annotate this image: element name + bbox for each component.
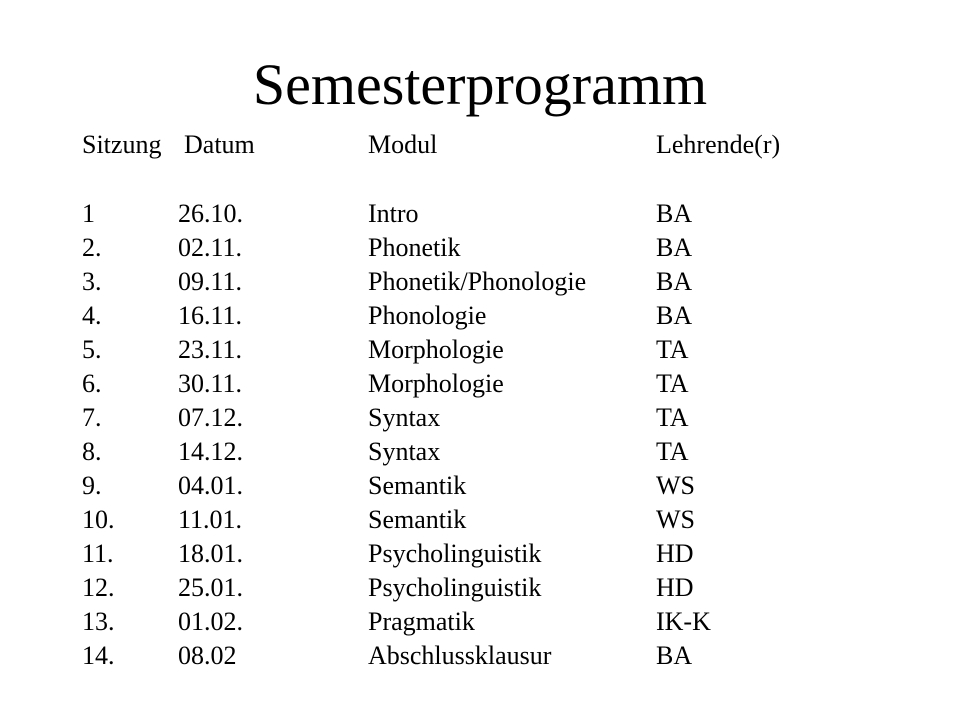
column-header-sitzung: Sitzung: [82, 130, 162, 159]
cell-lehrende: BA: [656, 641, 693, 670]
cell-datum: 18.01.: [178, 539, 243, 568]
table-row: [82, 197, 882, 231]
cell-sitzung: 12.: [82, 573, 115, 602]
cell-lehrende: TA: [656, 335, 689, 364]
cell-modul: Phonetik/Phonologie: [368, 267, 587, 296]
cell-sitzung: 1: [82, 199, 95, 228]
cell-datum: 08.02: [178, 641, 237, 670]
table-header: [82, 128, 882, 162]
cell-modul: Semantik: [368, 505, 467, 534]
table-row: [82, 401, 882, 435]
cell-modul: Morphologie: [368, 335, 504, 364]
cell-modul: Psycholinguistik: [368, 573, 542, 602]
cell-lehrende: HD: [656, 573, 694, 602]
column-header-modul: Modul: [368, 130, 438, 159]
table-row: [82, 333, 882, 367]
cell-modul: Syntax: [368, 437, 441, 466]
cell-sitzung: 6.: [82, 369, 102, 398]
cell-datum: 14.12.: [178, 437, 243, 466]
cell-lehrende: WS: [656, 505, 695, 534]
cell-lehrende: BA: [656, 199, 693, 228]
cell-lehrende: TA: [656, 403, 689, 432]
cell-lehrende: TA: [656, 369, 689, 398]
table-row: [82, 537, 882, 571]
cell-datum: 25.01.: [178, 573, 243, 602]
cell-lehrende: WS: [656, 471, 695, 500]
cell-sitzung: 13.: [82, 607, 115, 636]
cell-sitzung: 11.: [82, 539, 114, 568]
cell-lehrende: BA: [656, 301, 693, 330]
cell-datum: 30.11.: [178, 369, 243, 398]
table-body: [82, 197, 882, 673]
cell-sitzung: 3.: [82, 267, 102, 296]
cell-modul: Abschlussklausur: [368, 641, 552, 670]
cell-modul: Syntax: [368, 403, 441, 432]
cell-lehrende: HD: [656, 539, 694, 568]
cell-sitzung: 4.: [82, 301, 102, 330]
cell-datum: 16.11.: [178, 301, 243, 330]
cell-modul: Pragmatik: [368, 607, 475, 636]
cell-lehrende: BA: [656, 267, 693, 296]
cell-datum: 11.01.: [178, 505, 243, 534]
cell-sitzung: 10.: [82, 505, 115, 534]
table-row: [82, 571, 882, 605]
table-row: [82, 367, 882, 401]
cell-sitzung: 2.: [82, 233, 102, 262]
schedule-table: [82, 128, 882, 673]
cell-datum: 01.02.: [178, 607, 243, 636]
table-row: [82, 265, 882, 299]
column-header-datum: Datum: [184, 130, 255, 159]
cell-lehrende: BA: [656, 233, 693, 262]
cell-datum: 09.11.: [178, 267, 243, 296]
cell-datum: 07.12.: [178, 403, 243, 432]
table-row: [82, 605, 882, 639]
table-row: [82, 503, 882, 537]
table-row: [82, 299, 882, 333]
cell-modul: Semantik: [368, 471, 467, 500]
table-row: [82, 435, 882, 469]
page-title: Semesterprogramm: [252, 52, 708, 117]
cell-datum: 23.11.: [178, 335, 243, 364]
cell-lehrende: IK-K: [656, 607, 711, 636]
cell-modul: Intro: [368, 199, 419, 228]
column-header-lehrende: Lehrende(r): [656, 130, 781, 159]
cell-modul: Phonologie: [368, 301, 487, 330]
cell-sitzung: 8.: [82, 437, 102, 466]
cell-sitzung: 14.: [82, 641, 115, 670]
cell-modul: Morphologie: [368, 369, 504, 398]
table-row: [82, 639, 882, 673]
cell-datum: 02.11.: [178, 233, 243, 262]
cell-modul: Psycholinguistik: [368, 539, 542, 568]
cell-sitzung: 7.: [82, 403, 102, 432]
cell-sitzung: 5.: [82, 335, 102, 364]
cell-modul: Phonetik: [368, 233, 461, 262]
cell-sitzung: 9.: [82, 471, 102, 500]
table-row: [82, 469, 882, 503]
cell-datum: 26.10.: [178, 199, 243, 228]
cell-datum: 04.01.: [178, 471, 243, 500]
table-row: [82, 231, 882, 265]
cell-lehrende: TA: [656, 437, 689, 466]
